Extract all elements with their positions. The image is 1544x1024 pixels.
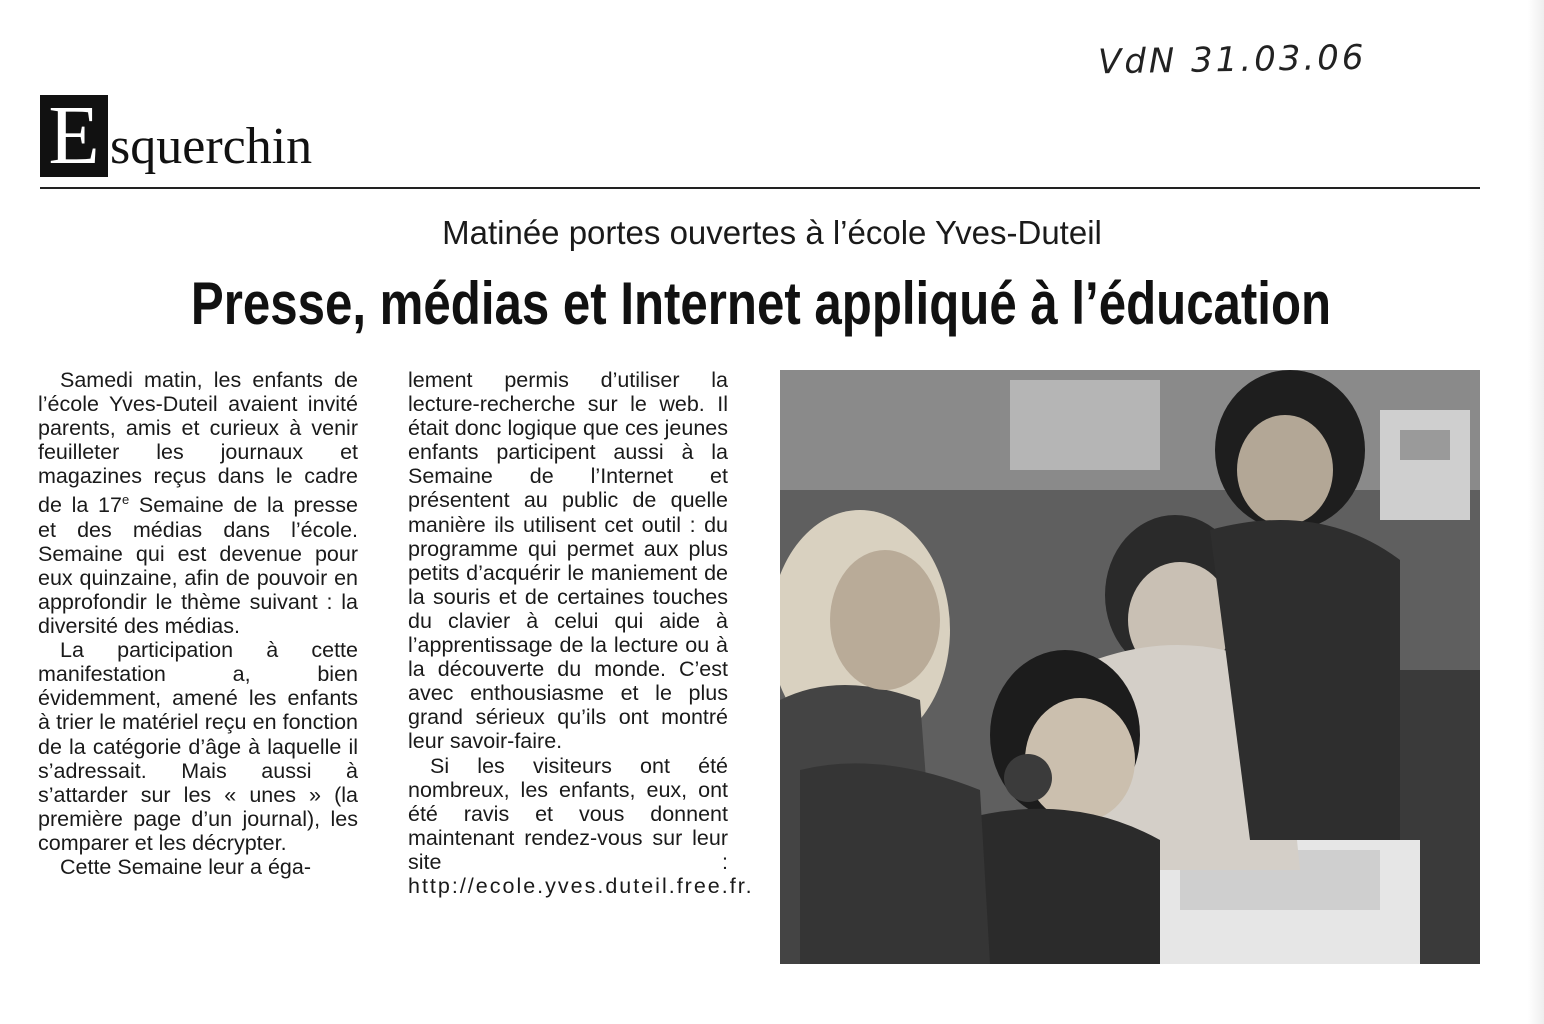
handwritten-date-note: VdN 31.03.06 bbox=[1097, 37, 1367, 83]
article-column-1 bbox=[38, 368, 358, 879]
paragraph-4: lement permis d’utiliser la lecture-recherche sur le web. Il était donc logique que ces jeunes enfants participent aussi à la Semaine de l’Internet et présentent au public de quelle manière ils utilisent cet outil : du programme qui permet aux plus petits d’acquérir le maniement de la souris et de certaines touches du clavier à celui qui aide à l’apprentissage de la lecture ou à la découverte du monde. C’est avec enthousiasme et le plus grand sérieux qu’ils ont montré leur savoir-faire. bbox=[408, 368, 728, 754]
article-column-2 bbox=[408, 368, 754, 898]
photo-children-at-computer bbox=[780, 370, 1480, 964]
paragraph-1: Samedi matin, les enfants de l’école Yves-Duteil avaient invité parents, amis et curieux à venir feuilleter les journaux et magazines reçus dans le cadre de la 17e Semaine de la presse et des médias dans l’école. Semaine qui est devenue pour eux quinzaine, afin de pouvoir en approfondir le thème suivant : la diversité des médias. bbox=[38, 368, 358, 639]
page-edge bbox=[1528, 0, 1544, 1024]
rubric-initial: E bbox=[40, 95, 108, 177]
article-photo bbox=[780, 370, 1480, 964]
article-headline: Presse, médias et Internet appliqué à l’éducation bbox=[190, 270, 1332, 337]
school-website-url: http://ecole.yves.duteil.free.fr. bbox=[408, 873, 754, 898]
rubric-town-name: squerchin bbox=[110, 118, 313, 175]
paragraph-5: Si les visiteurs ont été nombreux, les enfants, eux, ont été ravis et vous donnent maintenant rendez-vous sur leur site : http://ecole.yves.duteil.free.fr. bbox=[408, 753, 754, 898]
paragraph-2: La participation à cette manifestation a, bien évidemment, amené les enfants à trier le matériel reçu en fonction de la catégorie d’âge à laquelle il s’adressait. Mais aussi à s’attarder sur les « unes » (la première page d’un journal), les comparer et les décrypter. bbox=[38, 638, 358, 855]
paragraph-3: Cette Semaine leur a éga- bbox=[60, 855, 311, 880]
section-rubric bbox=[40, 89, 313, 182]
section-rule bbox=[40, 187, 1480, 189]
article-kicker: Matinée portes ouvertes à l’école Yves-Duteil bbox=[442, 214, 1102, 251]
